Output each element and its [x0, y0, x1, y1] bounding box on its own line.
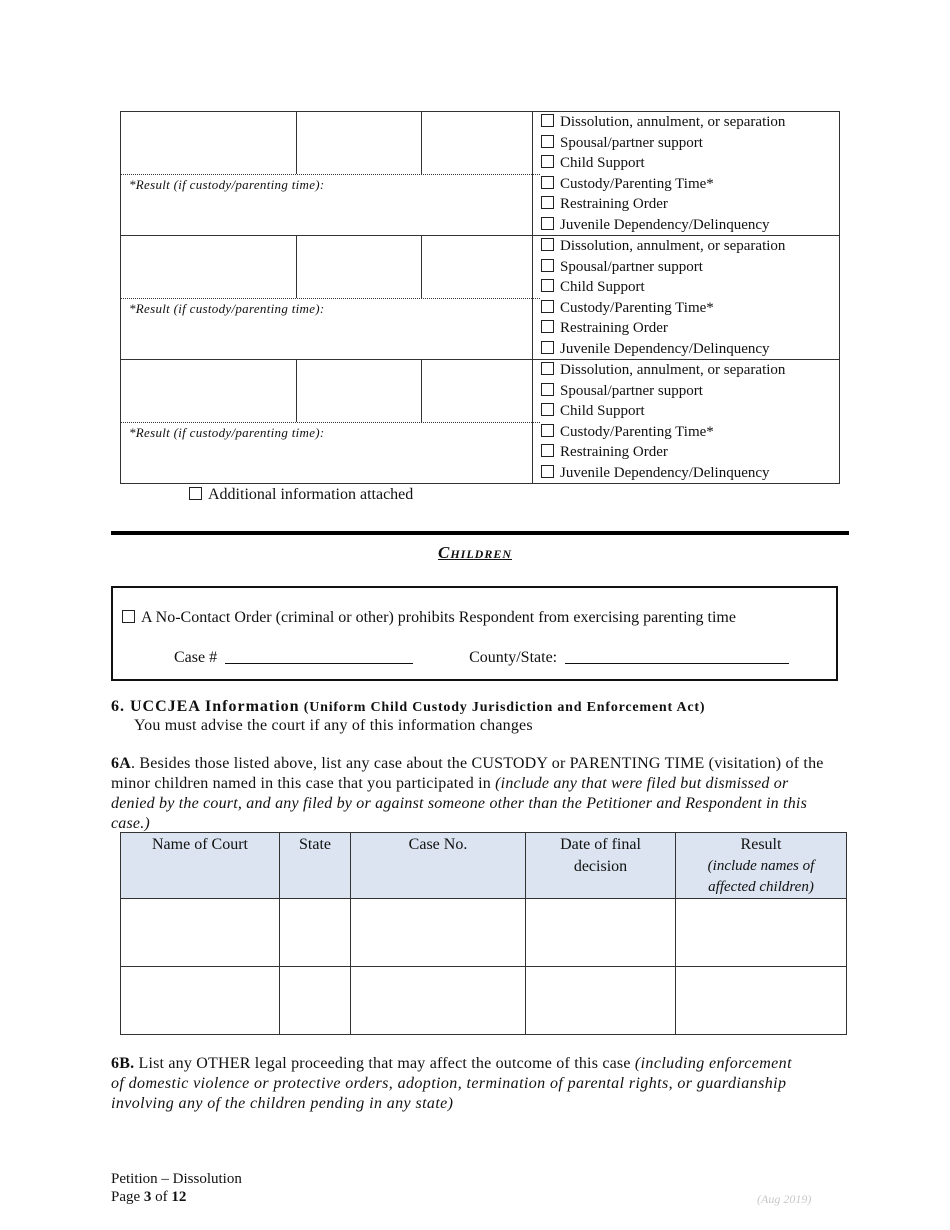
header-date-final-decision: Date of final decision: [526, 833, 676, 899]
table-cell[interactable]: [351, 899, 526, 967]
section-divider: [111, 531, 849, 535]
case-number-field[interactable]: [225, 648, 413, 664]
checkbox[interactable]: [541, 403, 554, 416]
case-type-option[interactable]: Custody/Parenting Time*: [541, 174, 839, 195]
section-title-children: Children: [437, 543, 512, 562]
table-cell[interactable]: [280, 899, 351, 967]
result-label: *Result (if custody/parenting time):: [129, 301, 325, 316]
checkbox[interactable]: [541, 300, 554, 313]
case-type-option[interactable]: Spousal/partner support: [541, 381, 839, 402]
checkbox[interactable]: [541, 465, 554, 478]
case-type-option[interactable]: Juvenile Dependency/Delinquency: [541, 463, 839, 484]
case-court-cell[interactable]: [121, 112, 297, 174]
table-cell[interactable]: [351, 967, 526, 1035]
paragraph-6b: 6B. List any OTHER legal proceeding that may affect the outcome of this case (including enforcement of domestic violence or protective orders, adoption, termination of parental rights, or guardianship involving any of the children pending in any state): [111, 1055, 792, 1112]
checkbox[interactable]: [541, 135, 554, 148]
header-state: State: [280, 833, 351, 899]
table-cell[interactable]: [526, 967, 676, 1035]
case-type-options: [533, 236, 840, 360]
case-type-option[interactable]: Restraining Order: [541, 442, 839, 463]
case-type-option[interactable]: Dissolution, annulment, or separation: [541, 236, 839, 257]
case-type-option[interactable]: Child Support: [541, 153, 839, 174]
prior-cases-table: [120, 111, 840, 484]
case-type-option[interactable]: Juvenile Dependency/Delinquency: [541, 339, 839, 360]
table-cell[interactable]: [526, 899, 676, 967]
header-name-of-court: Name of Court: [121, 833, 280, 899]
case-type-option[interactable]: Dissolution, annulment, or separation: [541, 360, 839, 381]
case-number-cell[interactable]: [296, 360, 422, 422]
table-header-row: [121, 833, 847, 899]
table-cell[interactable]: [121, 899, 280, 967]
checkbox[interactable]: [541, 238, 554, 251]
table-row: [121, 899, 847, 967]
case-number-cell[interactable]: [296, 112, 422, 174]
checkbox[interactable]: [541, 279, 554, 292]
checkbox[interactable]: [541, 114, 554, 127]
additional-info-checkbox[interactable]: [189, 487, 202, 500]
case-type-options: [533, 112, 840, 236]
case-type-option[interactable]: Child Support: [541, 401, 839, 422]
case-type-option[interactable]: Restraining Order: [541, 318, 839, 339]
checkbox[interactable]: [541, 320, 554, 333]
footer-form-name: Petition – Dissolution: [111, 1171, 242, 1187]
checkbox[interactable]: [541, 196, 554, 209]
case-type-option[interactable]: Custody/Parenting Time*: [541, 298, 839, 319]
checkbox[interactable]: [541, 217, 554, 230]
case-type-option[interactable]: Child Support: [541, 277, 839, 298]
additional-info-option[interactable]: Additional information attached: [189, 486, 413, 504]
checkbox[interactable]: [541, 341, 554, 354]
county-state-field[interactable]: [565, 648, 789, 664]
result-label: *Result (if custody/parenting time):: [129, 177, 325, 192]
no-contact-box: [111, 586, 838, 681]
case-type-option[interactable]: Custody/Parenting Time*: [541, 422, 839, 443]
table-cell[interactable]: [676, 899, 847, 967]
case-type-options: [533, 360, 840, 484]
checkbox[interactable]: [541, 176, 554, 189]
case-court-cell[interactable]: [121, 360, 297, 422]
checkbox[interactable]: [541, 424, 554, 437]
case-type-option[interactable]: Dissolution, annulment, or separation: [541, 112, 839, 133]
header-result: Result (include names of affected children): [676, 833, 847, 899]
header-case-no: Case No.: [351, 833, 526, 899]
case-row: [121, 360, 840, 484]
checkbox[interactable]: [541, 155, 554, 168]
result-label: *Result (if custody/parenting time):: [129, 425, 325, 440]
table-cell[interactable]: [121, 967, 280, 1035]
case-number-cell[interactable]: [296, 236, 422, 298]
case-number-label: Case #: [174, 649, 218, 666]
paragraph-6a: 6A. Besides those listed above, list any case about the CUSTODY or PARENTING TIME (visitation) of the minor children named in this case that you participated in (include any that were filed but dismissed or denied by the court, and any filed by or against someone other than the Petitioner and Respondent in this case.): [111, 755, 824, 832]
checkbox[interactable]: [541, 383, 554, 396]
case-type-option[interactable]: Restraining Order: [541, 194, 839, 215]
case-court-cell[interactable]: [121, 236, 297, 298]
case-type-option[interactable]: Juvenile Dependency/Delinquency: [541, 215, 839, 236]
uccjea-heading: 6. UCCJEA Information (Uniform Child Custody Jurisdiction and Enforcement Act): [111, 698, 706, 715]
no-contact-text: A No-Contact Order (criminal or other) prohibits Respondent from exercising parenting time: [141, 609, 736, 626]
checkbox[interactable]: [541, 362, 554, 375]
table-cell[interactable]: [676, 967, 847, 1035]
case-type-option[interactable]: Spousal/partner support: [541, 257, 839, 278]
case-row: [121, 236, 840, 360]
uccjea-advise-text: You must advise the court if any of this information changes: [134, 717, 533, 734]
case-row: [121, 112, 840, 236]
county-state-label: County/State:: [469, 649, 558, 666]
footer-page-number: Page 3 of 12: [111, 1189, 187, 1205]
no-contact-checkbox[interactable]: [122, 610, 135, 623]
uccjea-cases-table: [120, 832, 847, 1035]
checkbox[interactable]: [541, 444, 554, 457]
case-type-option[interactable]: Spousal/partner support: [541, 133, 839, 154]
checkbox[interactable]: [541, 259, 554, 272]
table-row: [121, 967, 847, 1035]
table-cell[interactable]: [280, 967, 351, 1035]
footer-revision-date: (Aug 2019): [757, 1192, 812, 1206]
